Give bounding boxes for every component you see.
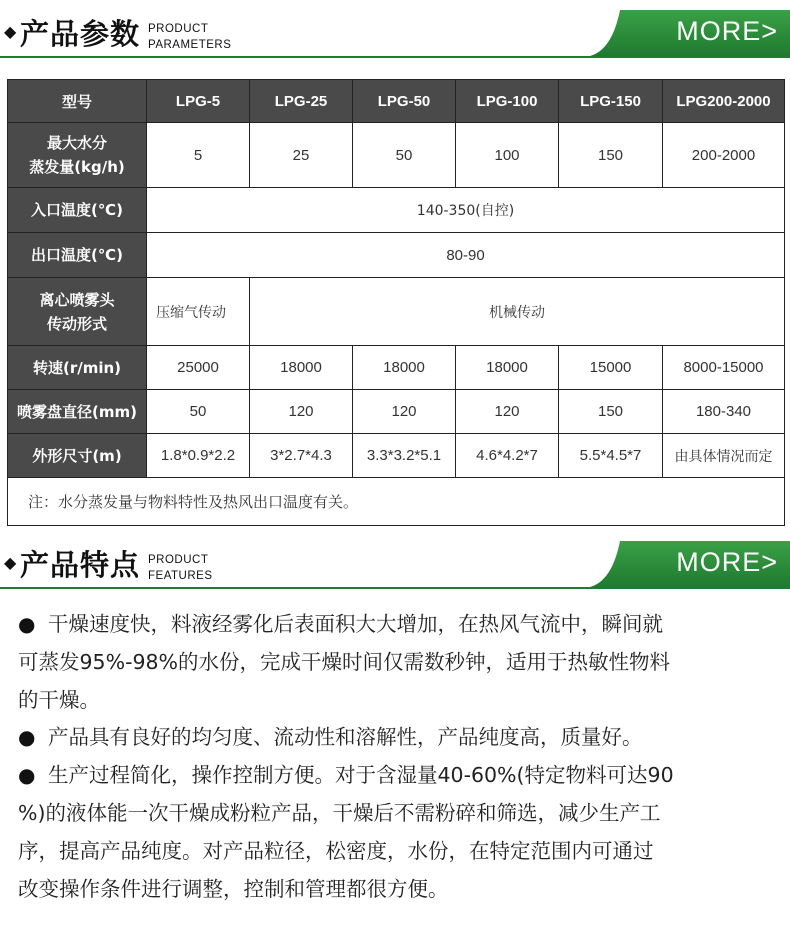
table-cell: 由具体情况而定: [663, 434, 785, 478]
table-cell: 18000: [456, 346, 559, 390]
row-label-line1: 离心喷雾头: [39, 290, 115, 309]
table-cell-merged: 140-350(自控): [147, 188, 785, 233]
bullet-dot-icon: ●: [18, 725, 36, 750]
table-cell: 120: [250, 390, 353, 434]
table-cell: 150: [559, 123, 663, 188]
table-row-dimensions: [8, 434, 785, 478]
column-header: LPG-50: [353, 80, 456, 123]
table-cell: 15000: [559, 346, 663, 390]
table-note: 注：水分蒸发量与物料特性及热风出口温度有关。: [8, 478, 785, 526]
row-label: 喷雾盘直径(mm): [8, 390, 147, 434]
row-label-line1: 最大水分: [46, 134, 107, 152]
table-cell: 180-340: [663, 390, 785, 434]
table-row-evaporation: [8, 123, 785, 188]
params-title: 产品参数: [20, 17, 141, 51]
table-cell: 3.3*3.2*5.1: [353, 434, 456, 478]
feature-line: %)的液体能一次干燥成粉粒产品，干燥后不需粉碎和筛选，减少生产工: [18, 800, 661, 825]
features-list: [18, 606, 778, 908]
table-cell: 18000: [353, 346, 456, 390]
column-header: 型号: [8, 80, 147, 123]
features-subtitle-line2: FEATURES: [148, 570, 213, 582]
table-cell: 5.5*4.5*7: [559, 434, 663, 478]
feature-line: 的干燥。: [18, 687, 100, 712]
params-subtitle-line1: PRODUCT: [148, 23, 209, 35]
column-header: LPG-100: [456, 80, 559, 123]
parameters-table: [7, 79, 785, 526]
features-section-header: [0, 531, 790, 589]
table-row-speed: [8, 346, 785, 390]
table-cell: 200-2000: [663, 123, 785, 188]
row-label-line2: 传动形式: [46, 314, 107, 333]
feature-text: 生产过程简化，操作控制方便。对于含湿量40-60%(特定物料可达90: [47, 763, 674, 788]
column-header: LPG200-2000: [663, 80, 785, 123]
table-row-note: [8, 478, 785, 526]
table-cell: 25000: [147, 346, 250, 390]
table-cell-merged: 机械传动: [250, 278, 785, 346]
feature-line: 可蒸发95%-98%的水份，完成干燥时间仅需数秒钟，适用于热敏性物料: [18, 649, 671, 674]
feature-line: [18, 719, 778, 757]
table-cell: 120: [456, 390, 559, 434]
feature-item: [18, 606, 778, 719]
bullet-dot-icon: ●: [18, 763, 36, 788]
column-header: LPG-25: [250, 80, 353, 123]
table-cell: 压缩气传动: [147, 278, 250, 346]
column-header: LPG-5: [147, 80, 250, 123]
feature-text: 干燥速度快，料液经雾化后表面积大大增加，在热风气流中，瞬间就: [47, 612, 663, 636]
table-row-outlet-temp: [8, 233, 785, 278]
params-subtitle-line2: PARAMETERS: [148, 39, 232, 51]
row-label: 外形尺寸(m): [8, 434, 147, 478]
row-label: 出口温度(℃): [8, 233, 147, 278]
table-cell: 5: [147, 123, 250, 188]
feature-line: [18, 606, 778, 644]
feature-text: 产品具有良好的均匀度、流动性和溶解性，产品纯度高，质量好。: [47, 725, 643, 750]
table-row-disc-diameter: [8, 390, 785, 434]
features-subtitle-line1: PRODUCT: [148, 554, 209, 566]
column-header: LPG-150: [559, 80, 663, 123]
params-section-header: [0, 0, 790, 58]
row-label: 入口温度(℃): [8, 188, 147, 233]
row-label: [8, 278, 147, 346]
feature-line: [18, 757, 778, 795]
feature-line: 序，提高产品纯度。对产品粒径，松密度，水份，在特定范围内可通过: [18, 838, 654, 863]
table-cell: 1.8*0.9*2.2: [147, 434, 250, 478]
table-cell-merged: 80-90: [147, 233, 785, 278]
table-cell: 50: [147, 390, 250, 434]
table-cell: 150: [559, 390, 663, 434]
table-cell: 8000-15000: [663, 346, 785, 390]
table-cell: 25: [250, 123, 353, 188]
feature-item: [18, 719, 778, 757]
table-cell: 100: [456, 123, 559, 188]
table-cell: 3*2.7*4.3: [250, 434, 353, 478]
diamond-bullet-icon: ◆: [4, 22, 17, 41]
bullet-dot-icon: ●: [18, 612, 36, 636]
table-row-drive: [8, 278, 785, 346]
diamond-bullet-icon: ◆: [4, 553, 17, 572]
row-label: [8, 123, 147, 188]
feature-line: 改变操作条件进行调整，控制和管理都很方便。: [18, 876, 449, 901]
table-cell: 50: [353, 123, 456, 188]
table-cell: 4.6*4.2*7: [456, 434, 559, 478]
params-more-link[interactable]: MORE>: [676, 16, 778, 46]
row-label-line2: 蒸发量(kg/h): [29, 158, 125, 176]
features-more-link[interactable]: MORE>: [676, 547, 778, 577]
table-header-row: [8, 80, 785, 123]
table-cell: 120: [353, 390, 456, 434]
row-label: 转速(r/min): [8, 346, 147, 390]
features-header-rule: [0, 587, 790, 589]
feature-item: [18, 757, 778, 908]
table-row-inlet-temp: [8, 188, 785, 233]
table-cell: 18000: [250, 346, 353, 390]
features-title: 产品特点: [20, 548, 141, 582]
params-header-rule: [0, 56, 790, 58]
